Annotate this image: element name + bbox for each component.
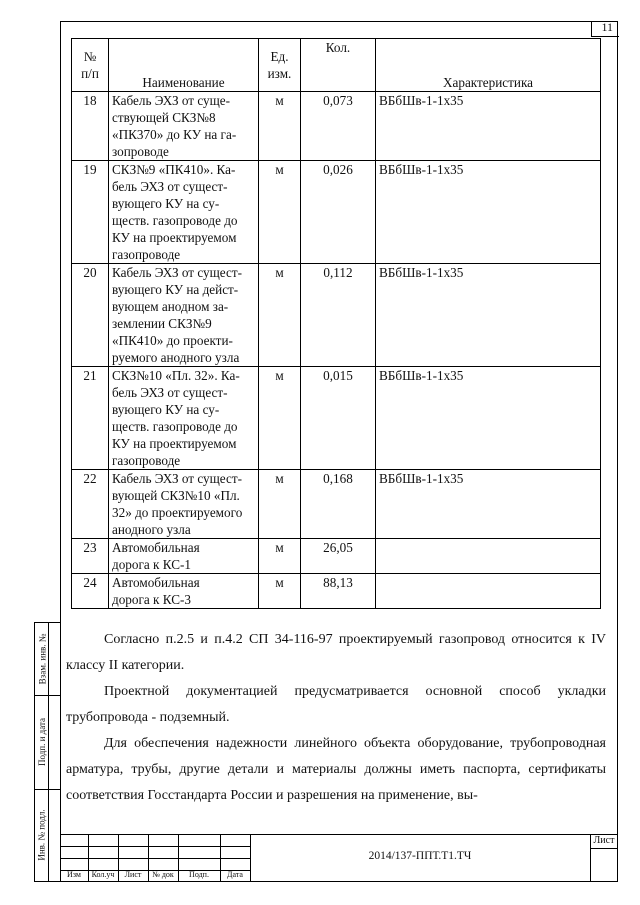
row-characteristic bbox=[376, 539, 601, 574]
side-label-replace bbox=[36, 623, 48, 695]
tb-col-label: № док bbox=[152, 870, 174, 879]
table-row bbox=[72, 161, 601, 264]
row-num: 23 bbox=[72, 539, 109, 574]
row-num: 20 bbox=[72, 264, 109, 367]
side-stamp bbox=[34, 622, 60, 882]
body-text bbox=[66, 627, 606, 809]
row-characteristic: ВБбШв-1-1х35 bbox=[376, 92, 601, 161]
side-label-text: Взам. инв. № bbox=[37, 633, 47, 685]
row-unit: м bbox=[259, 367, 301, 470]
tb-col-label: Лист bbox=[124, 870, 142, 879]
row-name: Автомобильная дорога к КС-3 bbox=[109, 574, 259, 609]
table-body bbox=[72, 92, 601, 609]
side-label-text: Подп. и дата bbox=[37, 717, 47, 767]
tb-col-label: Кол.уч bbox=[91, 870, 115, 879]
paragraph: Для обеспечения надежности линейного объекта оборудование, трубопроводная арматура, трубы, другие детали и материалы должны иметь паспорта, сертификаты соответствия Госстандарта России и разрешения на применение, вы- bbox=[66, 736, 606, 803]
row-characteristic: ВБбШв-1-1х35 bbox=[376, 264, 601, 367]
row-num: 19 bbox=[72, 161, 109, 264]
page-frame bbox=[60, 21, 618, 882]
header-num: № п/п bbox=[72, 39, 109, 92]
page-number-divider-h bbox=[591, 36, 619, 37]
page-number: 11 bbox=[601, 20, 613, 34]
header-characteristic: Характеристика bbox=[376, 39, 601, 92]
row-characteristic bbox=[376, 574, 601, 609]
table-row bbox=[72, 539, 601, 574]
row-qty: 88,13 bbox=[301, 574, 376, 609]
row-name: Кабель ЭХЗ от сущест- вующей СКЗ№10 «Пл. 32» до проектируемого анодного узла bbox=[109, 470, 259, 539]
row-name: Кабель ЭХЗ от суще- ствующей СКЗ№8 «ПК370» до КУ на га- зопроводе bbox=[109, 92, 259, 161]
specification-table bbox=[71, 38, 601, 609]
sheet-label: Лист bbox=[593, 835, 615, 846]
row-unit: м bbox=[259, 539, 301, 574]
paragraph: Согласно п.2.5 и п.4.2 СП 34-116-97 проектируемый газопровод относится к IV классу II категории. bbox=[66, 632, 606, 673]
row-num: 18 bbox=[72, 92, 109, 161]
header-unit: Ед. изм. bbox=[259, 39, 301, 92]
row-num: 22 bbox=[72, 470, 109, 539]
row-qty: 0,073 bbox=[301, 92, 376, 161]
row-unit: м bbox=[259, 470, 301, 539]
row-characteristic: ВБбШв-1-1х35 bbox=[376, 367, 601, 470]
row-num: 24 bbox=[72, 574, 109, 609]
tb-line bbox=[60, 834, 618, 835]
table-row bbox=[72, 470, 601, 539]
row-qty: 0,026 bbox=[301, 161, 376, 264]
row-name: СКЗ№10 «Пл. 32». Ка- бель ЭХЗ от сущест- вующего КУ на су- ществ. газопроводе до КУ на проектируемом газопроводе bbox=[109, 367, 259, 470]
row-unit: м bbox=[259, 92, 301, 161]
table-row bbox=[72, 264, 601, 367]
table-row bbox=[72, 367, 601, 470]
tb-col-label: Дата bbox=[227, 870, 243, 879]
row-qty: 0,112 bbox=[301, 264, 376, 367]
row-name: СКЗ№9 «ПК410». Ка- бель ЭХЗ от сущест- вующего КУ на су- ществ. газопроводе до КУ на проектируемом газопроводе bbox=[109, 161, 259, 264]
side-label-sign bbox=[36, 695, 48, 789]
title-block bbox=[60, 834, 618, 882]
header-qty: Кол. bbox=[301, 39, 376, 92]
row-name: Кабель ЭХЗ от сущест- вующего КУ на дейст- вующем анодном за- землении СКЗ№9 «ПК410» до проекти- руемого анодного узла bbox=[109, 264, 259, 367]
tb-line bbox=[590, 848, 618, 849]
header-name: Наименование bbox=[109, 39, 259, 92]
row-qty: 0,015 bbox=[301, 367, 376, 470]
row-qty: 26,05 bbox=[301, 539, 376, 574]
row-qty: 0,168 bbox=[301, 470, 376, 539]
document-code: 2014/137-ППТ.Т1.ТЧ bbox=[368, 850, 472, 862]
row-characteristic: ВБбШв-1-1х35 bbox=[376, 161, 601, 264]
table-row bbox=[72, 574, 601, 609]
row-name: Автомобильная дорога к КС-1 bbox=[109, 539, 259, 574]
side-label-inv bbox=[36, 789, 48, 881]
row-unit: м bbox=[259, 574, 301, 609]
table-row bbox=[72, 92, 601, 161]
row-unit: м bbox=[259, 161, 301, 264]
row-num: 21 bbox=[72, 367, 109, 470]
table-header-row bbox=[72, 39, 601, 92]
page-number-divider bbox=[591, 22, 592, 36]
row-characteristic: ВБбШв-1-1х35 bbox=[376, 470, 601, 539]
paragraph: Проектной документацией предусматривается основной способ укладки трубопровода - подземный. bbox=[66, 684, 606, 725]
tb-col-label: Изм bbox=[67, 870, 81, 879]
row-unit: м bbox=[259, 264, 301, 367]
tb-col-label: Подп. bbox=[189, 870, 209, 879]
side-label-text: Инв. № подл. bbox=[37, 809, 47, 861]
